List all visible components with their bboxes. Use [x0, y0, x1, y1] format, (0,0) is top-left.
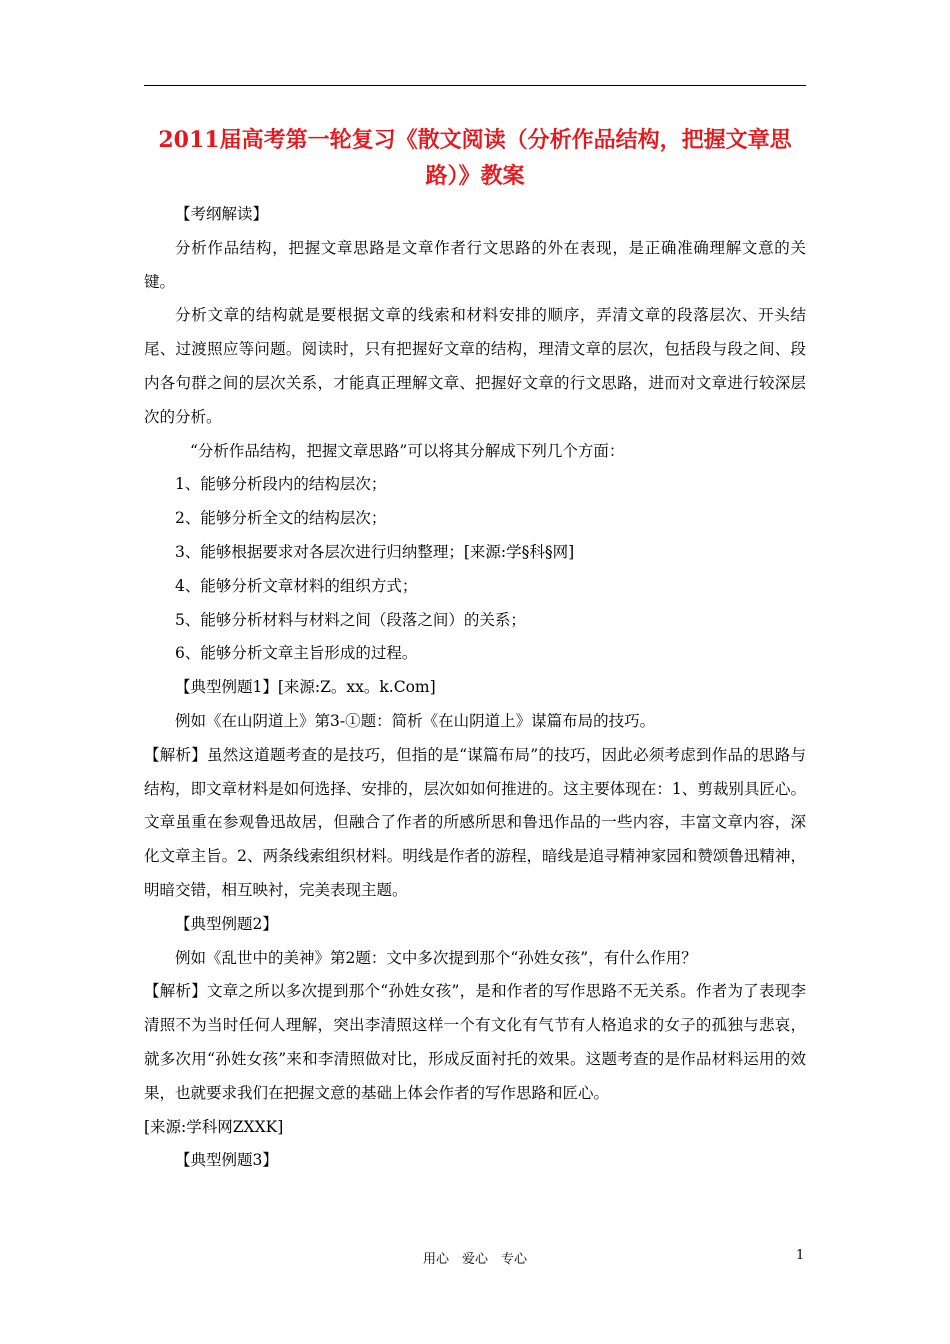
document-title: 2011届高考第一轮复习《散文阅读（分析作品结构，把握文章思路）》教案: [158, 127, 792, 189]
list-item: 4、能够分析文章材料的组织方式；: [175, 576, 418, 595]
paragraph: 【解析】虽然这道题考查的是技巧，但指的是“谋篇布局”的技巧，因此必须考虑到作品的思路与结构，即文章材料是如何选择、安排的，层次如如何推进的。这主要体现在：1、剪裁别具匠心。文章虽重在参观鲁迅故居，但融合了作者的所感所思和鲁迅作品的一些内容，丰富文章内容，深化文章主旨。2、两条线索组织材料。明线是作者的游程，暗线是追寻精神家园和赞颂鲁迅精神，明暗交错，相互映衬，完美表现主题。: [144, 745, 806, 899]
paragraph: 例如《乱世中的美神》第2题：文中多次提到那个“孙姓女孩”，有什么作用？: [175, 948, 697, 967]
paragraph: 分析作品结构，把握文章思路是文章作者行文思路的外在表现，是正确准确理解文意的关键。: [144, 238, 806, 291]
header-rule: [144, 85, 806, 86]
list-item: 2、能够分析全文的结构层次；: [175, 509, 387, 528]
list-item: 6、能够分析文章主旨形成的过程。: [175, 644, 418, 663]
footer-text: 用心 爱心 专心: [422, 1252, 527, 1267]
section-heading: 【典型例题2】: [175, 914, 278, 933]
paragraph: “分析作品结构，把握文章思路”可以将其分解成下列几个方面：: [190, 441, 625, 460]
section-heading: 【考纲解读】: [175, 205, 269, 223]
list-item: 3、能够根据要求对各层次进行归纳整理；[来源:学§科§网]: [175, 542, 575, 561]
page-number: 1: [796, 1248, 805, 1263]
paragraph: 例如《在山阴道上》第3-①题：简析《在山阴道上》谋篇布局的技巧。: [175, 711, 656, 730]
source-note: [来源:学科网ZXXK]: [144, 1117, 284, 1136]
list-item: 5、能够分析材料与材料之间（段落之间）的关系；: [175, 610, 526, 629]
list-item: 1、能够分析段内的结构层次；: [175, 475, 387, 494]
section-heading: 【典型例题3】: [175, 1151, 278, 1170]
paragraph: 【解析】文章之所以多次提到那个“孙姓女孩”，是和作者的写作思路不无关系。作者为了表现李清照不为当时任何人理解，突出李清照这样一个有文化有气节有人格追求的女子的孤独与悲哀，就多次用“孙姓女孩”来和李清照做对比，形成反面衬托的效果。这题考查的是作品材料运用的效果，也就要求我们在把握文意的基础上体会作者的写作思路和匠心。: [144, 982, 806, 1102]
section-heading: 【典型例题1】[来源:Z。xx。k.Com]: [175, 678, 436, 697]
document-body: [144, 198, 806, 1178]
paragraph: 分析文章的结构就是要根据文章的线索和材料安排的顺序，弄清文章的段落层次、开头结尾、过渡照应等问题。阅读时，只有把握好文章的结构，理清文章的层次，包括段与段之间、段内各句群之间的层次关系，才能真正理解文章、把握好文章的行文思路，进而对文章进行较深层次的分析。: [144, 306, 806, 426]
